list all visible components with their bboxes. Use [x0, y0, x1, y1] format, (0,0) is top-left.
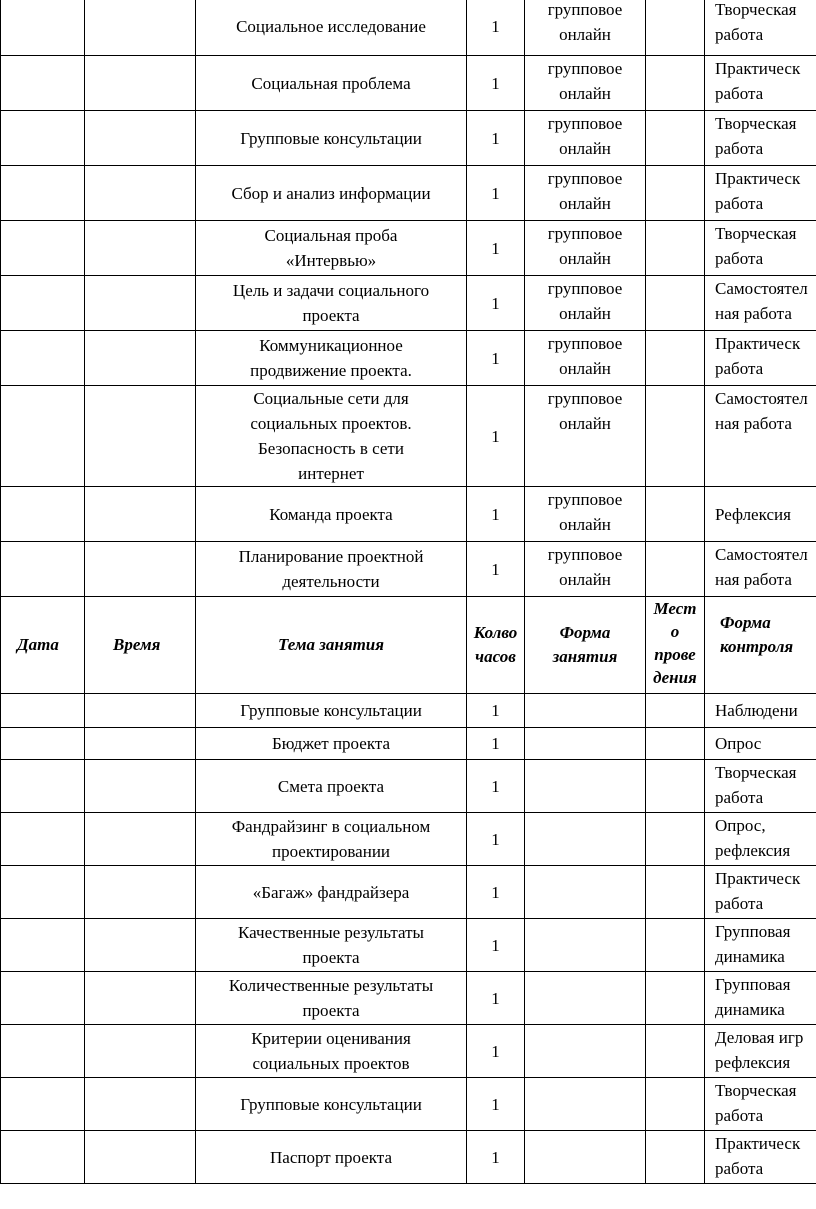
form-line: групповое: [547, 545, 623, 564]
table-row: [1, 542, 816, 597]
control-cell: [705, 1078, 816, 1131]
topic-line: Качественные результаты: [238, 923, 424, 942]
control-line: Опрос: [715, 734, 762, 753]
time-cell: [85, 728, 196, 760]
form-cell: [525, 1078, 646, 1131]
hours-cell: [467, 1131, 525, 1184]
place-cell: [646, 728, 705, 760]
topic-cell: [196, 919, 467, 972]
control-line: Творческая: [715, 1081, 797, 1100]
topic-line: Социальные сети для: [253, 389, 409, 408]
form-line: онлайн: [559, 249, 611, 268]
time-cell: [85, 866, 196, 919]
control-line: Групповая: [715, 922, 791, 941]
topic-line: продвижение проекта.: [250, 361, 412, 380]
form-line: онлайн: [559, 570, 611, 589]
table-row: [1, 221, 816, 276]
control-line: Практическ: [715, 59, 801, 78]
date-cell: [1, 972, 85, 1025]
table-row: [1, 694, 816, 728]
place-cell: [646, 111, 705, 166]
control-cell: [705, 111, 816, 166]
form-cell: [525, 728, 646, 760]
topic-cell: [196, 56, 467, 111]
date-cell: [1, 331, 85, 386]
time-cell: [85, 111, 196, 166]
control-line: Рефлексия: [715, 504, 791, 524]
topic-cell: [196, 111, 467, 166]
form-cell: [525, 487, 646, 542]
topic-cell: [196, 221, 467, 276]
topic-line: Безопасность в сети: [258, 439, 404, 458]
topic-line: Социальная проба: [264, 226, 398, 245]
date-cell: [1, 386, 85, 487]
topic-line: Коммуникационное: [259, 336, 403, 355]
topic-line: проекта: [302, 948, 360, 967]
topic-line: социальных проектов: [252, 1054, 410, 1073]
form-line: групповое: [547, 490, 623, 509]
control-line: Творческая: [715, 114, 797, 133]
time-cell: [85, 760, 196, 813]
date-cell: [1, 1131, 85, 1184]
header-form-line: Форма: [559, 623, 611, 642]
header-place: [646, 597, 705, 694]
place-cell: [646, 972, 705, 1025]
table-row: [1, 866, 816, 919]
header-hours-line: Колво: [473, 623, 518, 642]
time-cell: [85, 1078, 196, 1131]
topic-line: деятельности: [282, 572, 380, 591]
form-line: групповое: [547, 224, 623, 243]
form-cell: [525, 542, 646, 597]
control-cell: [705, 386, 816, 487]
place-cell: [646, 221, 705, 276]
topic-line: Социальная проблема: [251, 73, 411, 93]
control-cell: [705, 487, 816, 542]
topic-cell: [196, 0, 467, 56]
control-line: работа: [715, 194, 764, 213]
form-cell: [525, 331, 646, 386]
topic-line: Смета проекта: [277, 776, 385, 796]
hours-cell: [467, 919, 525, 972]
hours-cell: [467, 972, 525, 1025]
hours-value: 1: [491, 882, 500, 902]
form-cell: [525, 972, 646, 1025]
control-line: работа: [715, 788, 764, 807]
hours-value: 1: [491, 829, 500, 849]
control-cell: [705, 276, 816, 331]
hours-value: 1: [491, 559, 500, 579]
hours-value: 1: [491, 504, 500, 524]
header-control: [705, 597, 816, 694]
topic-line: Групповые консультации: [240, 1094, 422, 1114]
hours-value: 1: [491, 701, 500, 720]
time-cell: [85, 221, 196, 276]
header-place-line: о: [670, 622, 680, 641]
table-header: [1, 597, 816, 694]
topic-cell: [196, 866, 467, 919]
topic-line: Сбор и анализ информации: [231, 183, 431, 203]
topic-cell: [196, 487, 467, 542]
topic-line: Критерии оценивания: [251, 1029, 411, 1048]
date-cell: [1, 1025, 85, 1078]
time-cell: [85, 386, 196, 487]
control-line: динамика: [715, 947, 785, 966]
place-cell: [646, 542, 705, 597]
topic-line: Команда проекта: [269, 504, 393, 524]
header-form: [525, 597, 646, 694]
control-line: Деловая игр: [715, 1028, 804, 1047]
date-cell: [1, 221, 85, 276]
date-cell: [1, 0, 85, 56]
table-row: [1, 919, 816, 972]
form-line: групповое: [547, 279, 623, 298]
hours-cell: [467, 386, 525, 487]
form-cell: [525, 760, 646, 813]
control-cell: [705, 694, 816, 728]
table-row: [1, 1025, 816, 1078]
hours-value: 1: [491, 16, 500, 36]
topic-line: проекта: [302, 306, 360, 325]
topic-cell: [196, 1025, 467, 1078]
hours-cell: [467, 866, 525, 919]
place-cell: [646, 166, 705, 221]
control-cell: [705, 972, 816, 1025]
hours-value: 1: [491, 426, 500, 446]
control-cell: [705, 760, 816, 813]
header-topic: Тема занятия: [196, 597, 467, 694]
time-cell: [85, 694, 196, 728]
date-cell: [1, 56, 85, 111]
form-line: онлайн: [559, 194, 611, 213]
topic-line: Цель и задачи социального: [232, 281, 430, 300]
date-cell: [1, 542, 85, 597]
hours-cell: [467, 487, 525, 542]
topic-line: проектировании: [271, 842, 391, 861]
table-row: [1, 386, 816, 487]
hours-value: 1: [491, 776, 500, 796]
control-line: работа: [715, 25, 764, 44]
control-line: Творческая: [715, 224, 797, 243]
topic-cell: [196, 760, 467, 813]
control-line: Практическ: [715, 334, 801, 353]
topic-line: Групповые консультации: [240, 701, 422, 720]
hours-value: 1: [491, 348, 500, 368]
topic-line: Количественные результаты: [228, 976, 434, 995]
control-line: рефлексия: [715, 841, 791, 860]
topic-cell: [196, 166, 467, 221]
topic-cell: [196, 813, 467, 866]
control-cell: [705, 0, 816, 56]
place-cell: [646, 56, 705, 111]
hours-value: 1: [491, 935, 500, 955]
control-cell: [705, 919, 816, 972]
form-line: групповое: [547, 169, 623, 188]
place-cell: [646, 1131, 705, 1184]
place-cell: [646, 276, 705, 331]
time-cell: [85, 919, 196, 972]
date-cell: [1, 813, 85, 866]
form-line: групповое: [547, 334, 623, 353]
topic-line: Фандрайзинг в социальном: [231, 817, 431, 836]
form-line: групповое: [547, 389, 623, 408]
hours-value: 1: [491, 734, 500, 753]
control-line: рефлексия: [715, 1053, 791, 1072]
control-line: работа: [715, 1106, 764, 1125]
time-cell: [85, 972, 196, 1025]
time-cell: [85, 813, 196, 866]
control-line: работа: [715, 139, 764, 158]
topic-cell: [196, 728, 467, 760]
place-cell: [646, 386, 705, 487]
hours-cell: [467, 331, 525, 386]
topic-cell: [196, 276, 467, 331]
control-line: Практическ: [715, 1134, 801, 1153]
form-cell: [525, 1025, 646, 1078]
form-line: онлайн: [559, 359, 611, 378]
topic-cell: [196, 694, 467, 728]
form-cell: [525, 0, 646, 56]
table-row: [1, 728, 816, 760]
control-line: работа: [715, 894, 764, 913]
date-cell: [1, 760, 85, 813]
form-cell: [525, 111, 646, 166]
hours-cell: [467, 760, 525, 813]
time-cell: [85, 56, 196, 111]
hours-value: 1: [491, 293, 500, 313]
place-cell: [646, 694, 705, 728]
hours-cell: [467, 276, 525, 331]
form-cell: [525, 276, 646, 331]
control-line: работа: [715, 359, 764, 378]
form-cell: [525, 694, 646, 728]
hours-cell: [467, 166, 525, 221]
time-cell: [85, 0, 196, 56]
place-cell: [646, 1025, 705, 1078]
hours-value: 1: [491, 1094, 500, 1114]
control-cell: [705, 813, 816, 866]
time-cell: [85, 276, 196, 331]
place-cell: [646, 0, 705, 56]
control-line: работа: [715, 84, 764, 103]
control-line: Творческая: [715, 763, 797, 782]
time-cell: [85, 1131, 196, 1184]
table-body-top: [1, 0, 816, 597]
topic-cell: [196, 386, 467, 487]
control-line: Практическ: [715, 169, 801, 188]
table-row: [1, 331, 816, 386]
header-control-line: Форма: [720, 613, 771, 632]
hours-cell: [467, 1025, 525, 1078]
topic-line: интернет: [298, 464, 364, 483]
hours-cell: [467, 221, 525, 276]
topic-line: социальных проектов.: [250, 414, 412, 433]
date-cell: [1, 1078, 85, 1131]
control-line: Самостоятел: [715, 279, 808, 298]
table-row: [1, 0, 816, 56]
control-cell: [705, 221, 816, 276]
hours-cell: [467, 694, 525, 728]
hours-cell: [467, 542, 525, 597]
table-row: [1, 276, 816, 331]
date-cell: [1, 111, 85, 166]
control-cell: [705, 866, 816, 919]
date-cell: [1, 276, 85, 331]
form-cell: [525, 919, 646, 972]
form-cell: [525, 813, 646, 866]
hours-cell: [467, 1078, 525, 1131]
hours-value: 1: [491, 988, 500, 1008]
date-cell: [1, 166, 85, 221]
control-line: Наблюдени: [715, 701, 798, 720]
table-row: [1, 166, 816, 221]
header-place-line: дения: [653, 668, 697, 687]
control-cell: [705, 542, 816, 597]
header-place-line: Мест: [653, 599, 697, 618]
place-cell: [646, 866, 705, 919]
hours-value: 1: [491, 1041, 500, 1061]
place-cell: [646, 331, 705, 386]
hours-cell: [467, 0, 525, 56]
topic-cell: [196, 972, 467, 1025]
control-line: ная работа: [715, 304, 792, 323]
header-time: Время: [85, 597, 196, 694]
time-cell: [85, 331, 196, 386]
topic-cell: [196, 331, 467, 386]
control-line: работа: [715, 249, 764, 268]
time-cell: [85, 487, 196, 542]
topic-line: проекта: [302, 1001, 360, 1020]
topic-cell: [196, 542, 467, 597]
control-cell: [705, 166, 816, 221]
control-line: ная работа: [715, 414, 792, 433]
topic-line: Групповые консультации: [240, 128, 422, 148]
control-line: ная работа: [715, 570, 792, 589]
form-cell: [525, 866, 646, 919]
table-row: [1, 1078, 816, 1131]
form-line: групповое: [547, 0, 623, 19]
control-line: Опрос,: [715, 816, 766, 835]
topic-line: «Багаж» фандрайзера: [252, 882, 410, 902]
place-cell: [646, 813, 705, 866]
topic-line: Бюджет проекта: [271, 734, 391, 753]
date-cell: [1, 694, 85, 728]
place-cell: [646, 919, 705, 972]
time-cell: [85, 542, 196, 597]
hours-value: 1: [491, 183, 500, 203]
topic-line: Социальное исследование: [236, 16, 426, 36]
control-cell: [705, 331, 816, 386]
form-line: онлайн: [559, 84, 611, 103]
hours-value: 1: [491, 73, 500, 93]
table-row: [1, 813, 816, 866]
form-line: онлайн: [559, 515, 611, 534]
table-row: [1, 972, 816, 1025]
control-line: Творческая: [715, 0, 797, 19]
hours-cell: [467, 728, 525, 760]
form-line: онлайн: [559, 25, 611, 44]
form-cell: [525, 386, 646, 487]
date-cell: [1, 866, 85, 919]
table-row: [1, 487, 816, 542]
control-cell: [705, 1131, 816, 1184]
table-row: [1, 56, 816, 111]
form-line: групповое: [547, 59, 623, 78]
header-place-line: прове: [654, 645, 696, 664]
form-cell: [525, 1131, 646, 1184]
time-cell: [85, 166, 196, 221]
form-cell: [525, 221, 646, 276]
form-line: онлайн: [559, 304, 611, 323]
header-control-line: контроля: [720, 637, 794, 656]
table-row: [1, 111, 816, 166]
header-row: [1, 597, 816, 694]
place-cell: [646, 487, 705, 542]
date-cell: [1, 919, 85, 972]
time-cell: [85, 1025, 196, 1078]
topic-cell: [196, 1131, 467, 1184]
form-cell: [525, 166, 646, 221]
control-cell: [705, 1025, 816, 1078]
control-line: Групповая: [715, 975, 791, 994]
control-line: Самостоятел: [715, 545, 808, 564]
hours-value: 1: [491, 238, 500, 258]
header-form-line: занятия: [552, 647, 618, 666]
topic-line: «Интервью»: [285, 251, 377, 270]
topic-line: Паспорт проекта: [270, 1147, 392, 1167]
form-line: групповое: [547, 114, 623, 133]
hours-value: 1: [491, 1147, 500, 1167]
control-line: динамика: [715, 1000, 785, 1019]
table-row: [1, 1131, 816, 1184]
form-line: онлайн: [559, 139, 611, 158]
hours-cell: [467, 111, 525, 166]
date-cell: [1, 487, 85, 542]
control-line: Практическ: [715, 869, 801, 888]
control-cell: [705, 56, 816, 111]
header-hours: [467, 597, 525, 694]
header-hours-line: часов: [475, 647, 516, 666]
topic-cell: [196, 1078, 467, 1131]
hours-cell: [467, 813, 525, 866]
table-body-bottom: [1, 694, 816, 1184]
form-cell: [525, 56, 646, 111]
topic-line: Планирование проектной: [238, 547, 424, 566]
header-date: Дата: [1, 597, 85, 694]
date-cell: [1, 728, 85, 760]
place-cell: [646, 1078, 705, 1131]
control-cell: [705, 728, 816, 760]
table-row: [1, 760, 816, 813]
hours-value: 1: [491, 128, 500, 148]
hours-cell: [467, 56, 525, 111]
form-line: онлайн: [559, 414, 611, 433]
control-line: работа: [715, 1159, 764, 1178]
place-cell: [646, 760, 705, 813]
control-line: Самостоятел: [715, 389, 808, 408]
